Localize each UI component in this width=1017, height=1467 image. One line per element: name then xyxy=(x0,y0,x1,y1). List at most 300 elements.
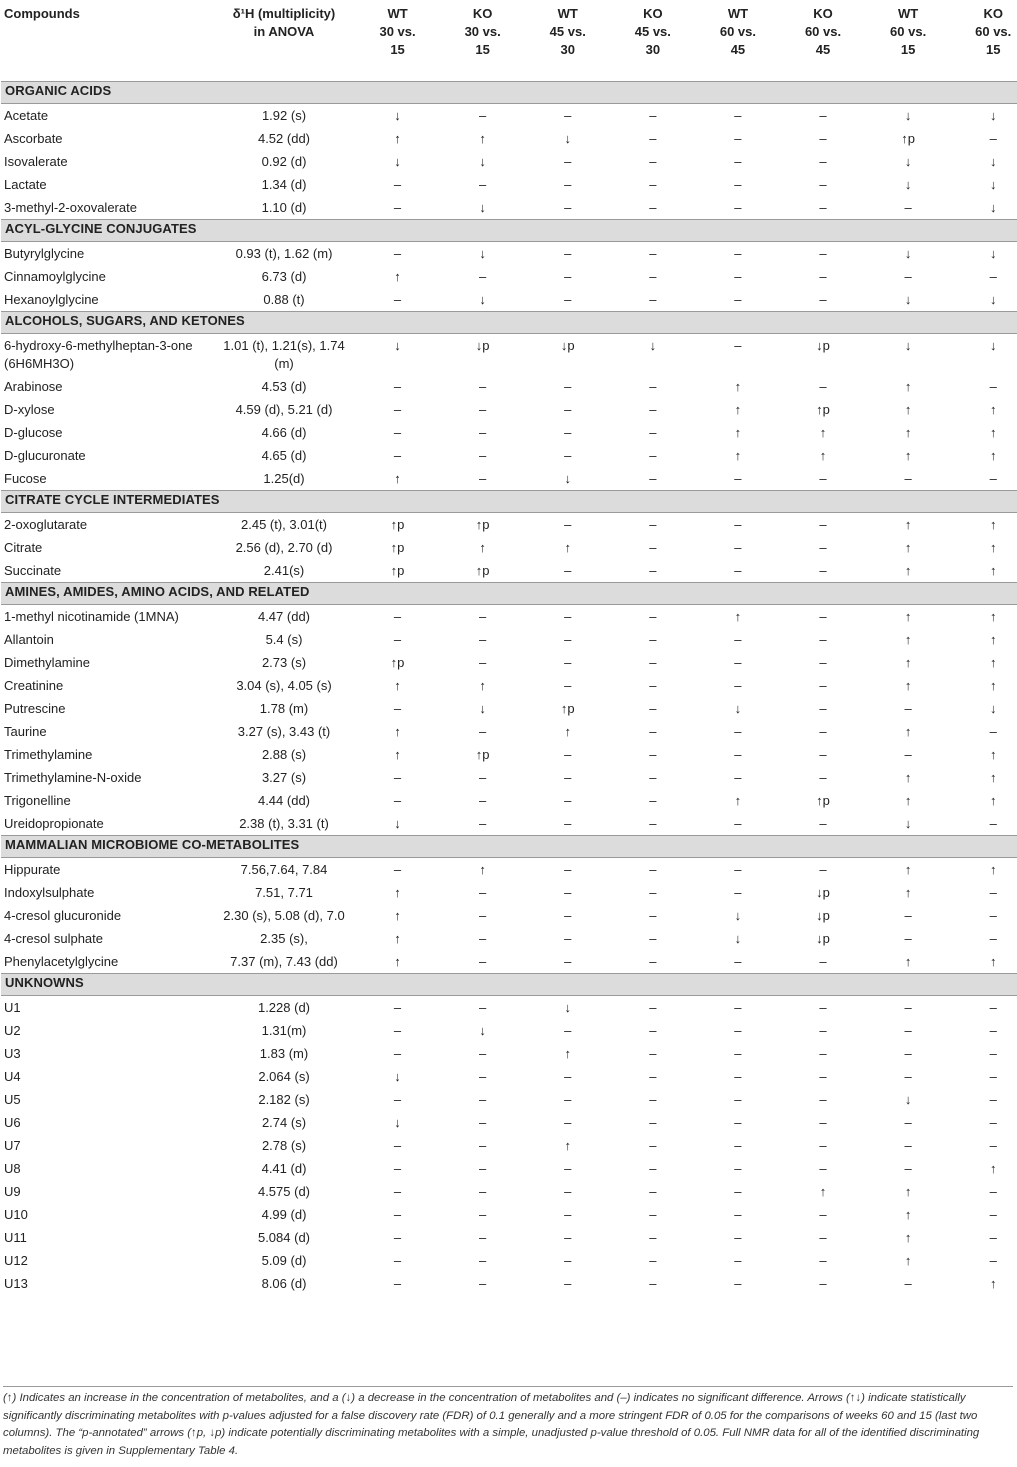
table-row xyxy=(1,950,1017,974)
header-shift-line2: in ANOVA xyxy=(253,24,315,39)
change-cell: – xyxy=(479,470,487,486)
change-cell: – xyxy=(393,1160,402,1176)
change-cell: ↑ xyxy=(904,1206,912,1222)
chemical-shift: 1.25(d) xyxy=(263,470,305,486)
change-cell: ↑ xyxy=(989,447,997,463)
change-cell: ↑ xyxy=(564,1045,571,1061)
change-cell: – xyxy=(734,884,742,900)
change-cell: ↑ xyxy=(989,792,997,808)
change-cell: – xyxy=(819,700,827,716)
change-cell: ↑ xyxy=(904,884,912,900)
change-cell: – xyxy=(649,516,657,532)
compound-name: U6 xyxy=(4,1114,21,1130)
change-cell: – xyxy=(819,723,827,739)
change-cell: ↓ xyxy=(904,153,912,169)
header-col-line: WT xyxy=(898,6,919,21)
change-cell: – xyxy=(734,677,742,693)
change-cell: – xyxy=(479,378,487,394)
header-col-line: 45 xyxy=(815,42,831,57)
table-row xyxy=(1,1111,1017,1134)
change-cell: – xyxy=(734,1183,742,1199)
change-cell: – xyxy=(564,654,572,670)
change-cell: ↑p xyxy=(390,539,405,555)
change-cell: ↑ xyxy=(904,539,912,555)
change-cell: – xyxy=(393,1183,402,1199)
change-cell: ↑ xyxy=(989,861,997,877)
change-cell: – xyxy=(564,1229,572,1245)
change-cell: – xyxy=(479,654,487,670)
change-cell: – xyxy=(819,130,827,146)
header-col-line: 30 vs. xyxy=(464,24,501,39)
compound-name: U1 xyxy=(4,999,21,1015)
change-cell: – xyxy=(479,1045,487,1061)
change-cell: – xyxy=(564,1091,572,1107)
change-cell: – xyxy=(904,1045,912,1061)
change-cell: ↓ xyxy=(989,107,997,123)
change-cell: – xyxy=(734,999,742,1015)
compound-name: U9 xyxy=(4,1183,21,1199)
header-col-line: KO xyxy=(643,6,663,21)
compound-name: Lactate xyxy=(4,176,47,192)
section-title: MAMMALIAN MICROBIOME CO-METABOLITES xyxy=(1,835,1017,857)
change-cell: – xyxy=(904,1160,912,1176)
table-row xyxy=(1,743,1017,766)
change-cell: – xyxy=(734,470,742,486)
change-cell: ↑ xyxy=(564,1137,571,1153)
change-cell: ↑ xyxy=(734,378,742,394)
header-col-line: 30 vs. xyxy=(379,24,416,39)
compound-name: D-glucuronate xyxy=(4,447,86,463)
change-cell: – xyxy=(819,245,827,261)
change-cell: – xyxy=(479,792,487,808)
compound-name: Arabinose xyxy=(4,378,63,394)
change-cell: – xyxy=(564,677,572,693)
chemical-shift: 5.084 (d) xyxy=(257,1229,311,1245)
header-col-5 xyxy=(780,0,865,81)
chemical-shift: 8.06 (d) xyxy=(261,1275,307,1291)
compound-name: U7 xyxy=(4,1137,21,1153)
chemical-shift: 1.78 (m) xyxy=(259,700,309,716)
section-title: ORGANIC ACIDS xyxy=(1,81,1017,103)
compound-name: U10 xyxy=(4,1206,28,1222)
change-cell: – xyxy=(819,608,827,624)
section-header xyxy=(1,81,1017,103)
change-cell: ↑p xyxy=(390,654,405,670)
compound-name: Trigonelline xyxy=(4,792,71,808)
change-cell: – xyxy=(734,746,742,762)
change-cell: – xyxy=(819,539,827,555)
chemical-shift: 3.27 (s) xyxy=(261,769,307,785)
change-cell: ↓ xyxy=(989,700,997,716)
change-cell: – xyxy=(904,1275,912,1291)
change-cell: – xyxy=(819,562,827,578)
change-cell: – xyxy=(564,107,572,123)
change-cell: – xyxy=(649,769,657,785)
change-cell: – xyxy=(479,1068,487,1084)
compound-name: Acetate xyxy=(4,107,49,123)
change-cell: – xyxy=(819,199,827,215)
change-cell: – xyxy=(479,723,487,739)
change-cell: – xyxy=(393,199,402,215)
change-cell: – xyxy=(819,1275,827,1291)
change-cell: ↑ xyxy=(819,424,827,440)
chemical-shift: 4.41 (d) xyxy=(261,1160,307,1176)
change-cell: – xyxy=(564,268,572,284)
change-cell: – xyxy=(734,861,742,877)
chemical-shift: 2.35 (s), xyxy=(260,930,308,946)
change-cell: – xyxy=(649,1114,657,1130)
change-cell: ↓ xyxy=(734,907,742,923)
change-cell: ↑ xyxy=(989,608,997,624)
change-cell: – xyxy=(479,268,487,284)
change-cell: – xyxy=(904,1137,912,1153)
table-row xyxy=(1,150,1017,173)
change-cell: – xyxy=(393,176,402,192)
change-cell: – xyxy=(649,107,657,123)
header-col-line: 15 xyxy=(390,42,405,57)
change-cell: – xyxy=(564,953,572,969)
change-cell: ↑p xyxy=(390,516,405,532)
chemical-shift: 1.10 (d) xyxy=(261,199,307,215)
change-cell: – xyxy=(819,1252,827,1268)
compound-name: Taurine xyxy=(4,723,47,739)
change-cell: – xyxy=(819,631,827,647)
change-cell: – xyxy=(734,107,742,123)
section-header xyxy=(1,835,1017,857)
chemical-shift: 7.37 (m), 7.43 (dd) xyxy=(230,953,338,969)
change-cell: – xyxy=(734,815,742,831)
table-row xyxy=(1,651,1017,674)
change-cell: – xyxy=(479,999,487,1015)
change-cell: – xyxy=(564,861,572,877)
table-row xyxy=(1,1019,1017,1042)
header-shift xyxy=(213,0,355,81)
change-cell: – xyxy=(734,337,742,353)
change-cell: – xyxy=(649,1183,657,1199)
change-cell: ↓ xyxy=(394,815,401,831)
compound-name: 3-methyl-2-oxovalerate xyxy=(4,199,137,215)
change-cell: ↓p xyxy=(475,337,490,353)
header-col-line: WT xyxy=(727,6,749,21)
change-cell: – xyxy=(649,1229,657,1245)
change-cell: – xyxy=(564,562,572,578)
compound-name: U4 xyxy=(4,1068,21,1084)
compound-name: Trimethylamine-N-oxide xyxy=(4,769,142,785)
change-cell: ↑p xyxy=(475,746,490,762)
change-cell: – xyxy=(734,1275,742,1291)
change-cell: – xyxy=(393,769,402,785)
change-cell: – xyxy=(479,884,487,900)
change-cell: – xyxy=(564,447,572,463)
compound-name: 4-cresol glucuronide xyxy=(4,907,122,923)
change-cell: – xyxy=(649,1252,657,1268)
change-cell: – xyxy=(649,378,657,394)
compound-name: D-xylose xyxy=(4,401,55,417)
change-cell: – xyxy=(649,723,657,739)
change-cell: – xyxy=(989,130,997,146)
change-cell: ↑ xyxy=(479,130,486,146)
change-cell: – xyxy=(649,562,657,578)
header-compounds: Compounds xyxy=(4,6,80,21)
change-cell: – xyxy=(989,1068,997,1084)
change-cell: – xyxy=(393,1252,402,1268)
change-cell: ↑ xyxy=(904,378,912,394)
change-cell: – xyxy=(904,199,912,215)
table-row xyxy=(1,995,1017,1019)
chemical-shift: 2.56 (d), 2.70 (d) xyxy=(235,539,333,555)
header-shift-line1: δ¹H (multiplicity) xyxy=(232,6,336,21)
change-cell: ↓ xyxy=(904,1091,912,1107)
table-row xyxy=(1,512,1017,536)
chemical-shift: 7.51, 7.71 xyxy=(255,884,313,900)
chemical-shift: 2.38 (t), 3.31 (t) xyxy=(239,815,329,831)
change-cell: ↓ xyxy=(989,291,997,307)
change-cell: ↓ xyxy=(479,291,486,307)
compound-name: U3 xyxy=(4,1045,21,1061)
change-cell: – xyxy=(649,1091,657,1107)
change-cell: – xyxy=(989,1091,997,1107)
chemical-shift: 4.59 (d), 5.21 (d) xyxy=(235,401,333,417)
change-cell: – xyxy=(819,769,827,785)
change-cell: – xyxy=(649,907,657,923)
change-cell: ↑ xyxy=(989,953,997,969)
change-cell: ↑ xyxy=(989,1160,997,1176)
change-cell: ↓ xyxy=(989,153,997,169)
table-row xyxy=(1,288,1017,312)
change-cell: ↑ xyxy=(734,401,742,417)
change-cell: ↓ xyxy=(564,999,571,1015)
change-cell: – xyxy=(564,516,572,532)
metabolite-table xyxy=(1,0,1017,1295)
change-cell: ↑ xyxy=(989,677,997,693)
change-cell: – xyxy=(649,792,657,808)
change-cell: – xyxy=(649,470,657,486)
change-cell: ↓ xyxy=(989,176,997,192)
change-cell: ↑ xyxy=(989,401,997,417)
change-cell: ↑ xyxy=(394,268,401,284)
change-cell: ↑ xyxy=(904,401,912,417)
change-cell: – xyxy=(479,1160,487,1176)
change-cell: – xyxy=(904,907,912,923)
change-cell: ↑p xyxy=(475,562,490,578)
header-col-line: 60 vs. xyxy=(719,24,756,39)
change-cell: – xyxy=(734,130,742,146)
chemical-shift: 2.064 (s) xyxy=(258,1068,310,1084)
change-cell: ↑ xyxy=(904,631,912,647)
change-cell: – xyxy=(734,1206,742,1222)
header-col-line: 45 vs. xyxy=(634,24,671,39)
change-cell: ↑ xyxy=(734,608,742,624)
change-cell: – xyxy=(649,291,657,307)
compound-name: Indoxylsulphate xyxy=(4,884,95,900)
chemical-shift: 4.47 (dd) xyxy=(257,608,311,624)
change-cell: – xyxy=(649,447,657,463)
table-row xyxy=(1,196,1017,220)
change-cell: – xyxy=(989,815,997,831)
change-cell: – xyxy=(649,1022,657,1038)
change-cell: – xyxy=(649,861,657,877)
change-cell: – xyxy=(649,1137,657,1153)
chemical-shift: 4.65 (d) xyxy=(261,447,307,463)
table-row xyxy=(1,173,1017,196)
change-cell: ↓ xyxy=(649,337,657,353)
change-cell: – xyxy=(989,1137,997,1153)
compound-name: Creatinine xyxy=(4,677,64,693)
change-cell: ↑ xyxy=(989,1275,997,1291)
header-col-line: 45 xyxy=(730,42,746,57)
change-cell: – xyxy=(479,1114,487,1130)
change-cell: – xyxy=(393,700,402,716)
change-cell: – xyxy=(819,677,827,693)
change-cell: ↑ xyxy=(904,953,912,969)
section-header xyxy=(1,490,1017,512)
change-cell: – xyxy=(479,107,487,123)
compound-name: U2 xyxy=(4,1022,21,1038)
compound-name: Hexanoylglycine xyxy=(4,291,99,307)
compound-name: Phenylacetylglycine xyxy=(4,953,119,969)
chemical-shift: 1.83 (m) xyxy=(259,1045,309,1061)
table-row xyxy=(1,1157,1017,1180)
section-header xyxy=(1,219,1017,241)
change-cell: – xyxy=(989,999,997,1015)
header-col-line: KO xyxy=(472,6,493,21)
change-cell: – xyxy=(989,1183,997,1199)
section-header xyxy=(1,582,1017,604)
compound-name: Hippurate xyxy=(4,861,61,877)
change-cell: ↑ xyxy=(394,130,401,146)
change-cell: – xyxy=(819,1160,827,1176)
change-cell: – xyxy=(479,1206,487,1222)
change-cell: – xyxy=(649,1206,657,1222)
table-row xyxy=(1,881,1017,904)
change-cell: – xyxy=(734,1229,742,1245)
change-cell: – xyxy=(649,953,657,969)
change-cell: ↓ xyxy=(904,107,912,123)
change-cell: – xyxy=(393,1022,402,1038)
change-cell: – xyxy=(819,291,827,307)
table-row xyxy=(1,789,1017,812)
header-col-line: 30 xyxy=(560,42,575,57)
table-row xyxy=(1,333,1017,375)
change-cell: – xyxy=(734,516,742,532)
change-cell: – xyxy=(393,1045,402,1061)
change-cell: – xyxy=(734,654,742,670)
change-cell: – xyxy=(989,907,997,923)
change-cell: – xyxy=(479,1183,487,1199)
change-cell: – xyxy=(904,746,912,762)
change-cell: – xyxy=(989,268,997,284)
table-row xyxy=(1,444,1017,467)
table-row xyxy=(1,265,1017,288)
change-cell: – xyxy=(564,930,572,946)
change-cell: – xyxy=(904,999,912,1015)
change-cell: ↑ xyxy=(904,447,912,463)
section-title: CITRATE CYCLE INTERMEDIATES xyxy=(1,490,1017,512)
change-cell: – xyxy=(819,516,827,532)
change-cell: ↓ xyxy=(479,153,486,169)
change-cell: – xyxy=(479,608,487,624)
chemical-shift: 4.44 (dd) xyxy=(257,792,311,808)
change-cell: – xyxy=(393,291,402,307)
change-cell: ↓ xyxy=(394,153,401,169)
change-cell: – xyxy=(989,1022,997,1038)
table-row xyxy=(1,697,1017,720)
compound-name: Trimethylamine xyxy=(4,746,93,762)
change-cell: – xyxy=(989,1252,997,1268)
chemical-shift: 4.52 (dd) xyxy=(257,130,311,146)
table-row xyxy=(1,1249,1017,1272)
header-col-4 xyxy=(695,0,780,81)
table-body xyxy=(1,81,1017,1295)
change-cell: ↑ xyxy=(479,677,486,693)
compound-name: Citrate xyxy=(4,539,43,555)
change-cell: ↑p xyxy=(816,401,830,417)
change-cell: – xyxy=(649,268,657,284)
change-cell: – xyxy=(904,1022,912,1038)
change-cell: – xyxy=(479,1275,487,1291)
header-col-line: 60 vs. xyxy=(804,24,842,39)
change-cell: – xyxy=(393,1229,402,1245)
table-row xyxy=(1,241,1017,265)
chemical-shift: 2.73 (s) xyxy=(261,654,307,670)
change-cell: – xyxy=(564,199,572,215)
change-cell: ↑ xyxy=(564,539,571,555)
change-cell: – xyxy=(564,792,572,808)
change-cell: – xyxy=(989,1229,997,1245)
change-cell: – xyxy=(904,700,912,716)
change-cell: ↑ xyxy=(394,677,401,693)
change-cell: – xyxy=(564,1022,572,1038)
change-cell: – xyxy=(649,401,657,417)
change-cell: – xyxy=(649,1160,657,1176)
change-cell: – xyxy=(564,769,572,785)
chemical-shift: 1.34 (d) xyxy=(261,176,307,192)
change-cell: ↑ xyxy=(904,769,912,785)
change-cell: ↑ xyxy=(479,861,486,877)
change-cell: – xyxy=(564,176,572,192)
chemical-shift: 4.99 (d) xyxy=(261,1206,307,1222)
change-cell: – xyxy=(393,1091,402,1107)
change-cell: – xyxy=(734,1137,742,1153)
change-cell: ↓p xyxy=(560,337,575,353)
change-cell: – xyxy=(734,562,742,578)
chemical-shift: 0.93 (t), 1.62 (m) xyxy=(235,245,333,261)
chemical-shift: 6.73 (d) xyxy=(261,268,307,284)
chemical-shift: 2.45 (t), 3.01(t) xyxy=(241,516,327,532)
change-cell: – xyxy=(904,1114,912,1130)
table-row xyxy=(1,1180,1017,1203)
change-cell: ↓ xyxy=(394,1068,401,1084)
change-cell: – xyxy=(989,1206,997,1222)
header-col-2 xyxy=(525,0,610,81)
change-cell: – xyxy=(649,199,657,215)
change-cell: – xyxy=(564,245,572,261)
change-cell: – xyxy=(564,291,572,307)
header-col-line: WT xyxy=(557,6,578,21)
change-cell: ↑ xyxy=(989,562,997,578)
change-cell: – xyxy=(904,930,912,946)
change-cell: ↑ xyxy=(479,539,486,555)
change-cell: – xyxy=(393,1137,402,1153)
change-cell: – xyxy=(819,1229,827,1245)
change-cell: ↓ xyxy=(989,245,997,261)
change-cell: – xyxy=(393,378,402,394)
change-cell: ↑ xyxy=(904,608,912,624)
change-cell: ↑ xyxy=(394,907,401,923)
change-cell: ↑ xyxy=(989,631,997,647)
chemical-shift: 4.575 (d) xyxy=(257,1183,311,1199)
change-cell: ↓ xyxy=(734,700,742,716)
